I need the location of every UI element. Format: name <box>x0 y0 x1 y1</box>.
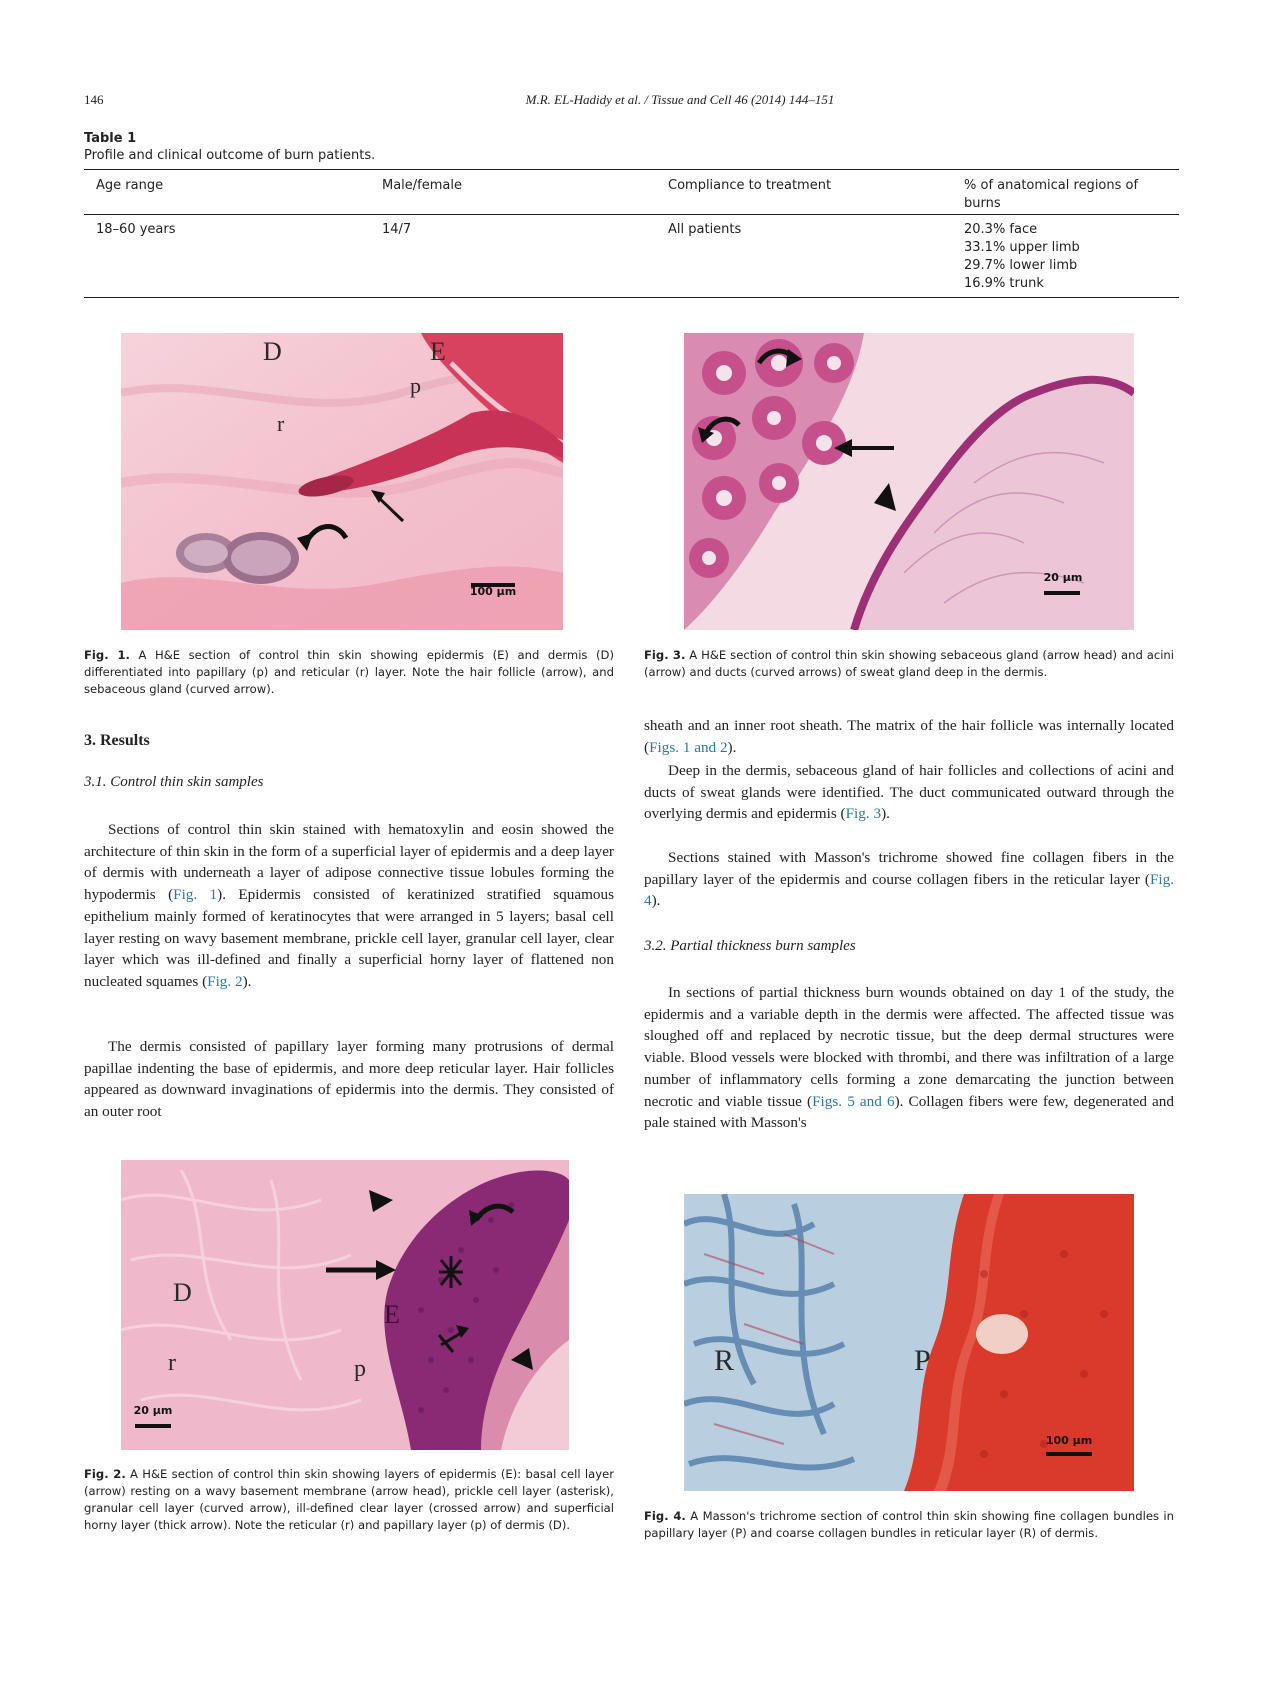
fig1-caption-text: A H&E section of control thin skin showing epidermis (E) and dermis (D) differentiated into papillary (p) and reticular (r) layer. Note the hair follicle (arrow), and sebaceous gland (curved arrow). <box>84 648 614 696</box>
fig4-micrograph <box>684 1194 1134 1491</box>
p5-text-b: ). <box>651 892 661 910</box>
region-trunk: 16.9% trunk <box>964 276 1044 291</box>
table-header-sex: Male/female <box>382 178 462 193</box>
region-upper-limb: 33.1% upper limb <box>964 240 1080 255</box>
fig2-scale-label: 20 µm <box>133 1404 173 1417</box>
table-header-age: Age range <box>96 178 164 193</box>
p4-text-b: ). <box>881 805 890 823</box>
table-cell-age: 18–60 years <box>96 222 176 237</box>
fig3-caption <box>644 647 1174 681</box>
fig3-caption-text: A H&E section of control thin skin showing sebaceous gland (arrow head) and acini (arrow) and ducts (curved arrows) of sweat gland deep in the dermis. <box>644 648 1175 679</box>
fig1-micrograph <box>121 333 563 630</box>
paragraph-control-1 <box>84 819 614 993</box>
region-face: 20.3% face <box>964 222 1038 237</box>
fig2-label-p: p <box>354 1356 366 1382</box>
figs1-2-link[interactable]: Figs. 1 and 2 <box>649 738 728 756</box>
fig4-caption-text: A Masson's trichrome section of control thin skin showing fine collagen bundles in papillary layer (P) and coarse collagen bundles in reticular layer (R) of dermis. <box>644 1509 1174 1540</box>
page-number: 146 <box>84 92 104 107</box>
paragraph-control-4 <box>644 760 1174 825</box>
p5-text-a: Sections stained with Masson's trichrome showed fine collagen fibers in the papillary layer of the epidermis and course collagen fibers in the reticular layer ( <box>644 849 1174 888</box>
table-cell-sex: 14/7 <box>382 222 412 237</box>
fig3-scale-label: 20 µm <box>1043 571 1083 584</box>
paragraph-control-2 <box>84 1036 614 1123</box>
p3-text-a: sheath and an inner root sheath. The matrix of the hair follicle was internally located ( <box>644 717 1174 756</box>
fig3-caption-label: Fig. 3. <box>644 648 686 662</box>
fig2-caption-text: A H&E section of control thin skin showing layers of epidermis (E): basal cell layer (arrow) resting on a wavy basement membrane (arrow head), prickle cell layer (asterisk), granular cell layer (curved arrow), ill-defined clear layer (crossed arrow) and superficial horny layer (thick arrow). Note the reticular (r) and papillary layer (p) of dermis (D). <box>84 1467 614 1532</box>
table-header-rule <box>84 214 1179 215</box>
p1-text-a: Sections of control thin skin stained with hematoxylin and eosin showed the architecture of thin skin in the form of a superficial layer of epidermis and a deep layer of dermis with underneath a layer of adipose connective tissue lobules forming the hypodermis ( <box>84 821 614 904</box>
fig2-label-r: r <box>168 1350 176 1376</box>
fig1-link[interactable]: Fig. 1 <box>173 886 218 904</box>
p4-text-a: Deep in the dermis, sebaceous gland of hair follicles and collections of acini and ducts of sweat glands were identified. The duct communicated outward through the overlying dermis and epidermis ( <box>644 762 1174 823</box>
p3-text-b: ). <box>727 738 737 756</box>
fig1-caption <box>84 647 614 698</box>
fig1-scale-label: 100 µm <box>469 585 517 598</box>
fig1-label-p: p <box>410 373 421 398</box>
fig2-label-d: D <box>173 1278 192 1307</box>
figs5-6-link[interactable]: Figs. 5 and 6 <box>812 1092 895 1110</box>
fig2-caption <box>84 1466 614 1534</box>
p2-text: The dermis consisted of papillary layer forming many protrusions of dermal papillae indenting the base of epidermis, and more deep reticular layer. Hair follicles appeared as downward invaginations of epidermis into the dermis. They consisted of an outer root <box>84 1038 614 1121</box>
paragraph-control-5 <box>644 847 1174 912</box>
subsection-partial-thickness: 3.2. Partial thickness burn samples <box>644 938 856 954</box>
running-head: M.R. EL-Hadidy et al. / Tissue and Cell 46 (2014) 144–151 <box>525 92 835 107</box>
fig2-label-e: E <box>384 1300 400 1329</box>
fig1-label-r: r <box>277 411 285 436</box>
section-heading-results: 3. Results <box>84 732 150 749</box>
p6-text-a: In sections of partial thickness burn wounds obtained on day 1 of the study, the epidermis and a variable depth in the dermis were affected. The affected tissue was sloughed off and replaced by necrotic tissue, but the deep dermal structures were viable. Blood vessels were blocked with thrombi, and there was infiltration of a large number of inflammatory cells forming a zone demarcating the junction between necrotic and viable tissue ( <box>644 984 1174 1110</box>
fig1-label-d: D <box>263 337 282 366</box>
paragraph-burn-1 <box>644 982 1174 1134</box>
fig4-caption <box>644 1508 1174 1542</box>
fig1-label-e: E <box>430 337 446 366</box>
fig3-micrograph <box>684 333 1134 630</box>
fig2-caption-label: Fig. 2. <box>84 1467 126 1481</box>
region-lower-limb: 29.7% lower limb <box>964 258 1078 273</box>
paragraph-control-3 <box>644 715 1174 758</box>
subsection-control-thin-skin: 3.1. Control thin skin samples <box>84 774 264 790</box>
table-cell-regions <box>964 221 1164 293</box>
fig3-link[interactable]: Fig. 3 <box>845 805 882 823</box>
fig4-link[interactable]: Fig. 4 <box>644 870 1174 910</box>
table-header-compliance: Compliance to treatment <box>668 178 832 193</box>
fig4-scale-label: 100 µm <box>1045 1434 1093 1447</box>
p6-text-b: ). Collagen fibers were few, degenerated and pale stained with Masson's <box>644 1092 1174 1132</box>
p1-text-c: ). <box>242 972 252 990</box>
fig4-label-r: R <box>714 1344 735 1377</box>
table-caption: Profile and clinical outcome of burn patients. <box>84 148 376 163</box>
table-header-regions: % of anatomical regions of burns <box>964 178 1139 211</box>
table-cell-compliance: All patients <box>668 222 742 237</box>
fig2-link[interactable]: Fig. 2 <box>207 972 243 990</box>
table-top-rule <box>84 169 1179 170</box>
fig4-label-p: P <box>914 1344 931 1377</box>
p1-text-b: ). Epidermis consisted of keratinized stratified squamous epithelium mainly formed of keratinocytes that were arranged in 5 layers; basal cell layer resting on wavy basement membrane, prickle cell layer, granular cell layer, clear layer which was ill-defined and finally a superficial horny layer of flattened non nucleated squames ( <box>84 886 614 990</box>
fig4-caption-label: Fig. 4. <box>644 1509 686 1523</box>
table-bottom-rule <box>84 297 1179 298</box>
table-label: Table 1 <box>84 131 137 146</box>
fig2-micrograph <box>121 1160 569 1450</box>
fig1-caption-label: Fig. 1. <box>84 648 130 662</box>
